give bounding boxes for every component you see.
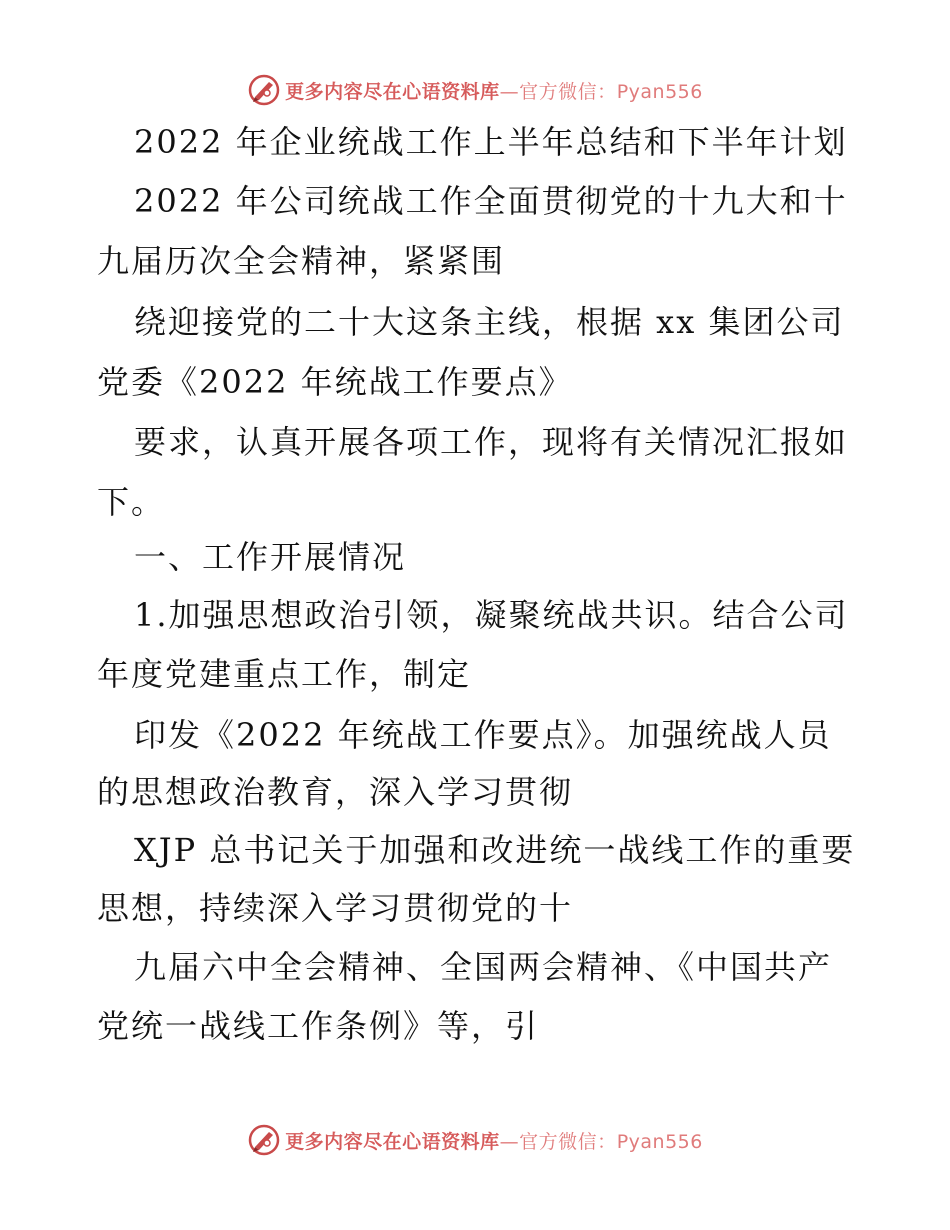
banner-separator: — — [499, 1130, 520, 1153]
paragraph-line: 九届历次全会精神，紧紧围 — [97, 242, 506, 280]
paragraph-line: 党统一战线工作条例》等，引 — [97, 1007, 540, 1045]
paragraph-line: XJP 总书记关于加强和改进统一战线工作的重要 — [134, 831, 856, 869]
paragraph-line: 1.加强思想政治引领，凝聚统战共识。结合公司 — [134, 596, 849, 634]
pen-logo-icon — [247, 1123, 281, 1157]
paragraph-line: 印发《2022 年统战工作要点》。加强统战人员 — [134, 716, 832, 754]
paragraph-line: 2022 年公司统战工作全面贯彻党的十九大和十 — [134, 182, 848, 220]
pen-logo-icon — [247, 73, 281, 107]
section-heading: 一、工作开展情况 — [134, 538, 407, 576]
banner-separator: — — [499, 80, 520, 103]
banner-wechat-id: Pyan556 — [616, 80, 703, 103]
paragraph-line: 年度党建重点工作，制定 — [97, 655, 472, 693]
footer-banner — [0, 1120, 950, 1160]
paragraph-line: 的思想政治教育，深入学习贯彻 — [97, 773, 574, 811]
banner-brand: 更多内容尽在心语资料库 — [285, 1130, 500, 1153]
paragraph-line: 党委《2022 年统战工作要点》 — [97, 363, 573, 401]
banner-wechat-id: Pyan556 — [616, 1130, 703, 1153]
paragraph-line: 要求，认真开展各项工作，现将有关情况汇报如 — [134, 423, 849, 461]
banner-wechat-label: 官方微信： — [519, 1130, 617, 1153]
banner-wechat-label: 官方微信： — [519, 80, 617, 103]
paragraph-line: 绕迎接党的二十大这条主线，根据 xx 集团公司 — [134, 303, 845, 341]
paragraph-line: 思想，持续深入学习贯彻党的十 — [97, 889, 574, 927]
document-title: 2022 年企业统战工作上半年总结和下半年计划 — [134, 123, 848, 161]
header-banner — [0, 70, 950, 110]
banner-brand: 更多内容尽在心语资料库 — [285, 80, 500, 103]
paragraph-line: 九届六中全会精神、全国两会精神、《中国共产 — [134, 948, 833, 986]
paragraph-line: 下。 — [97, 483, 166, 521]
